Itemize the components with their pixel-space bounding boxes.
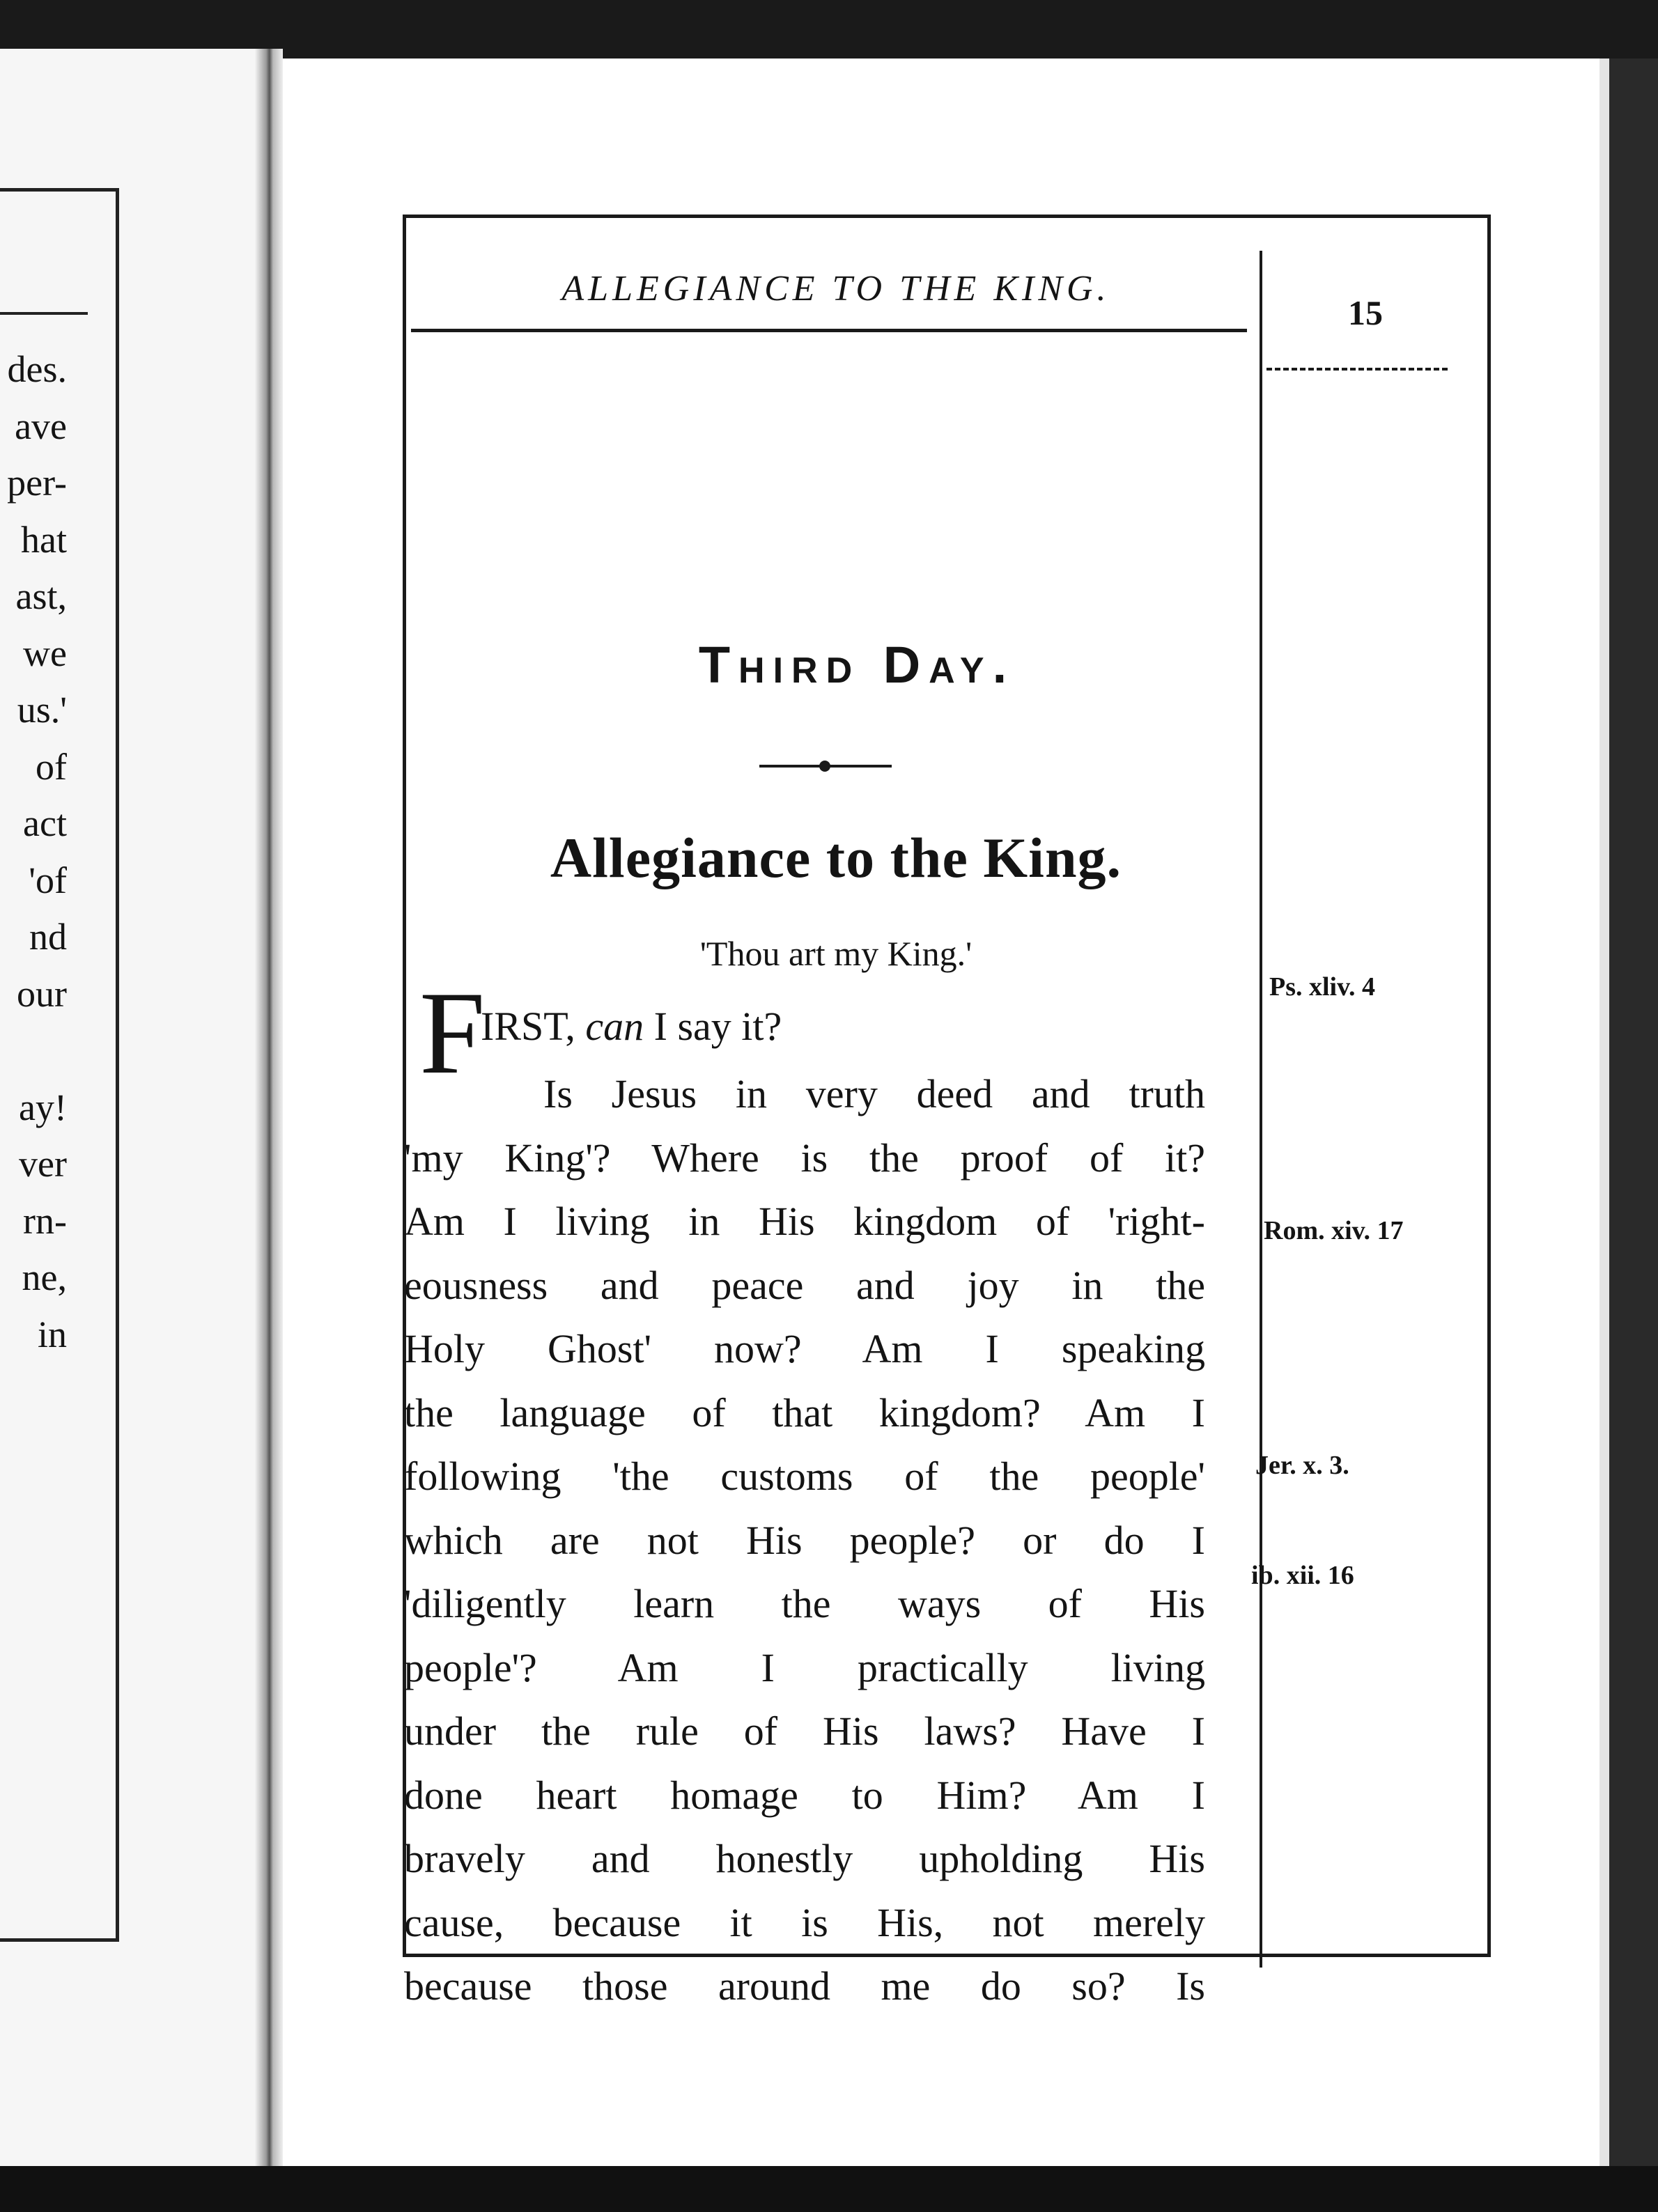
text-line: bravely and honestly upholding His (404, 1836, 1205, 1881)
marginal-note: Jer. x. 3. (1255, 1451, 1349, 1480)
left-line: ay! (19, 1086, 67, 1128)
text-line: the language of that kingdom? Am I (404, 1389, 1205, 1435)
running-header: ALLEGIANCE TO THE KING. (561, 269, 1110, 309)
left-line: per- (7, 462, 67, 504)
book-gutter (255, 49, 283, 2166)
marginal-note: Ps. xliv. 4 (1269, 972, 1376, 1002)
left-line: ver (19, 1143, 67, 1185)
text-line: eousness and peace and joy in the (404, 1262, 1205, 1308)
left-line: hat (21, 518, 67, 561)
text-line: Is Jesus in very deed and truth (543, 1071, 1205, 1116)
text-line: cause, because it is His, not merely (404, 1899, 1205, 1945)
left-line: in (37, 1313, 67, 1355)
left-line: des. (7, 348, 67, 390)
page-number-rule (1266, 368, 1448, 371)
marginal-note: ib. xii. 16 (1251, 1561, 1354, 1590)
day-heading: Third Day. (698, 636, 1016, 694)
text-line: under the rule of His laws? Have I (404, 1708, 1205, 1754)
left-line: us.' (17, 689, 67, 731)
first-line-rest: I say it? (653, 1004, 782, 1049)
chapter-title: Allegiance to the King. (550, 826, 1122, 889)
text-line: which are not His people? or do I (404, 1517, 1205, 1563)
text-line: 'my King'? Where is the proof of it? (404, 1135, 1205, 1181)
text-line: 'diligently learn the ways of His (404, 1581, 1205, 1626)
scan-right-border (1609, 59, 1658, 2169)
text-line: because those around me do so? Is (404, 1963, 1205, 2009)
first-line-italic: can (585, 1004, 644, 1049)
drop-cap: F (419, 967, 486, 1098)
page-number: 15 (1348, 293, 1383, 332)
ornament-dot (819, 761, 830, 772)
left-line: ave (15, 405, 67, 447)
left-line: rn- (23, 1199, 67, 1242)
left-line: we (23, 632, 67, 674)
left-page-header-rule (0, 312, 88, 315)
margin-column-rule (1260, 251, 1262, 1968)
left-line: ne, (22, 1256, 67, 1298)
left-line (0, 1022, 67, 1080)
scan-bottom-border (0, 2166, 1658, 2212)
marginal-note: Rom. xiv. 17 (1264, 1216, 1404, 1245)
text-line: done heart homage to Him? Am I (404, 1772, 1205, 1818)
text-line: following 'the customs of the people' (404, 1454, 1205, 1499)
text-line: Holy Ghost' now? Am I speaking (404, 1326, 1205, 1371)
epigraph: 'Thou art my King.' (699, 934, 973, 973)
left-line: our (17, 972, 67, 1015)
left-line: ast, (15, 575, 67, 617)
left-line: act (23, 802, 67, 844)
header-rule (411, 329, 1247, 332)
left-line: of (36, 745, 67, 788)
left-line: nd (29, 916, 67, 958)
first-line (481, 1003, 782, 1050)
left-page-text (0, 341, 67, 1363)
text-line: people'? Am I practically living (404, 1644, 1205, 1690)
body-text (404, 1062, 1205, 2018)
text-line: Am I living in His kingdom of 'right- (404, 1199, 1205, 1244)
first-word: IRST, (481, 1004, 575, 1049)
page-edge (1599, 59, 1609, 2169)
left-line: 'of (29, 859, 67, 901)
